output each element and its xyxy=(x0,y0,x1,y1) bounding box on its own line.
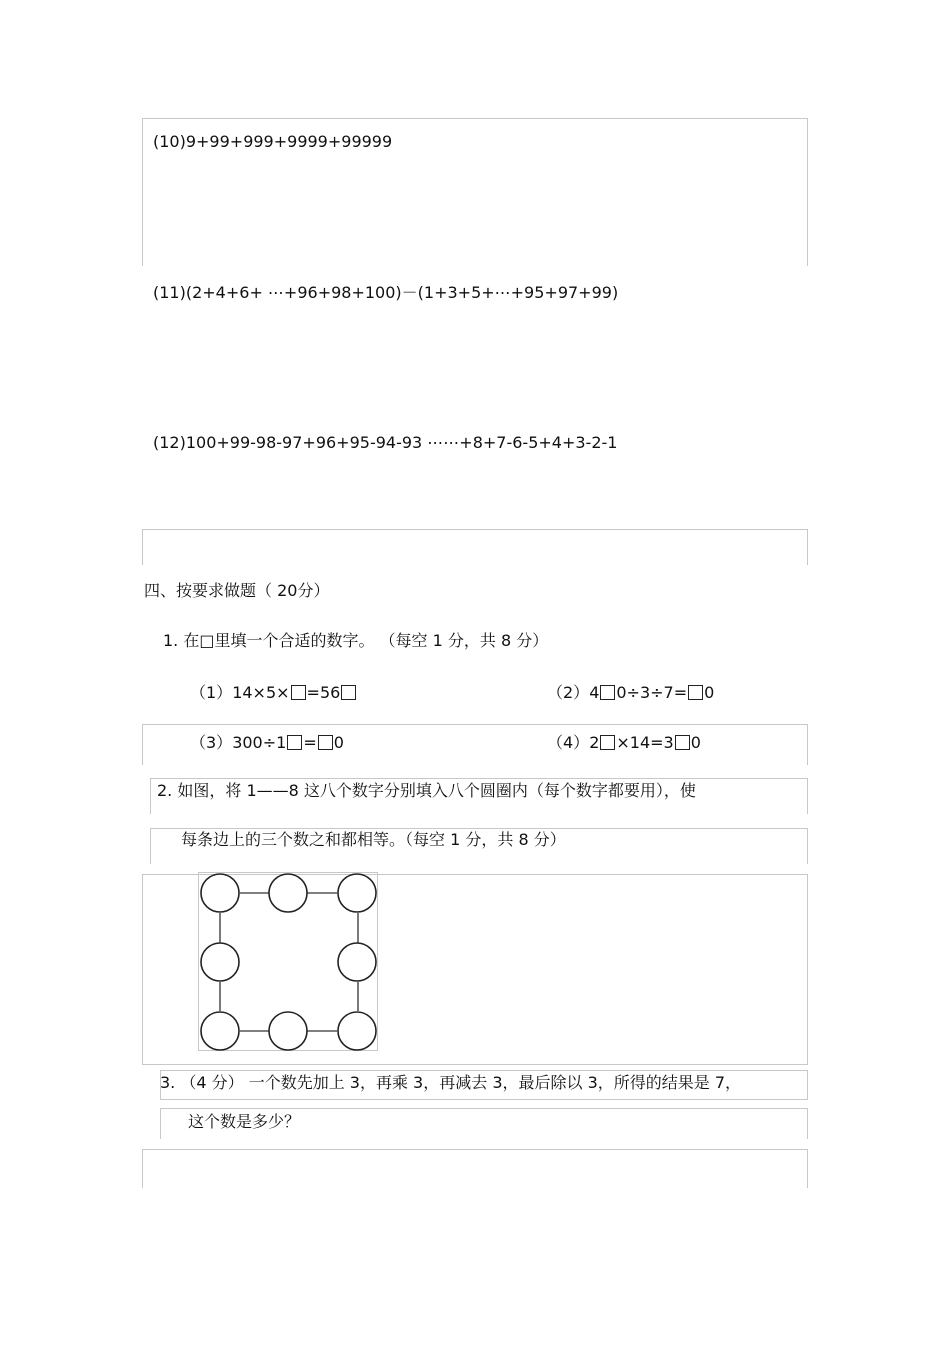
fill-item-3 xyxy=(190,733,344,753)
number-circle[interactable] xyxy=(338,874,376,912)
fill-item-text: 2 xyxy=(589,733,600,752)
fill-item-text: 4 xyxy=(589,683,600,702)
question-2-line-1: 2. 如图，将 1——8 这八个数字分别填入八个圆圈内（每个数字都要用），使 xyxy=(157,781,696,800)
number-circle[interactable] xyxy=(201,1012,239,1050)
blank-box[interactable] xyxy=(688,685,703,700)
problem-11: (11)(2+4+6+ ⋯+96+98+100)－(1+3+5+⋯+95+97+99) xyxy=(153,283,619,302)
number-circle[interactable] xyxy=(338,1012,376,1050)
blank-box[interactable] xyxy=(291,685,306,700)
question-3-line-2: 这个数是多少？ xyxy=(188,1112,301,1131)
fill-item-text: 0 xyxy=(333,733,344,752)
fill-item-text: 0 xyxy=(690,733,701,752)
number-circle[interactable] xyxy=(269,1012,307,1050)
fill-item-text: 0 xyxy=(704,683,715,702)
blank-box[interactable] xyxy=(287,735,302,750)
question-1-title: 1. 在□里填一个合适的数字。 （每空 1 分，共 8 分） xyxy=(163,631,549,650)
question-3-line-1: 3. （4 分） 一个数先加上 3，再乘 3，再减去 3，最后除以 3，所得的结果是 7， xyxy=(160,1073,742,1092)
number-circle[interactable] xyxy=(201,943,239,981)
blank-box[interactable] xyxy=(675,735,690,750)
fill-item-text: 300÷1 xyxy=(232,733,287,752)
fill-item-text: =56 xyxy=(306,683,341,702)
question-2-line-2: 每条边上的三个数之和都相等。（每空 1 分，共 8 分） xyxy=(181,830,566,849)
answer-frame-12 xyxy=(142,529,808,565)
fill-item-4 xyxy=(547,733,701,753)
fill-item-text: 14×5× xyxy=(232,683,290,702)
fill-item-text: ×14=3 xyxy=(616,733,674,752)
number-circle[interactable] xyxy=(201,874,239,912)
number-circle[interactable] xyxy=(338,943,376,981)
circle-square-figure xyxy=(198,872,380,1052)
fill-item-label: （2） xyxy=(547,683,590,702)
problem-10: (10)9+99+999+9999+99999 xyxy=(153,132,393,151)
fill-item-label: （3） xyxy=(190,733,233,752)
blank-box[interactable] xyxy=(341,685,356,700)
section-heading: 四、按要求做题（ 20分） xyxy=(144,581,330,600)
fill-item-label: （1） xyxy=(190,683,233,702)
fill-item-text: = xyxy=(303,733,317,752)
answer-frame-q3 xyxy=(142,1149,808,1188)
blank-box[interactable] xyxy=(600,735,615,750)
blank-box[interactable] xyxy=(318,735,333,750)
fill-item-label: （4） xyxy=(547,733,590,752)
blank-box[interactable] xyxy=(600,685,615,700)
fill-item-1 xyxy=(190,683,357,703)
fill-item-2 xyxy=(547,683,714,703)
number-circle[interactable] xyxy=(269,874,307,912)
problem-12: (12)100+99-98-97+96+95-94-93 ⋯⋯+8+7-6-5+4+3-2-1 xyxy=(153,433,618,452)
fill-item-text: 0÷3÷7= xyxy=(616,683,688,702)
